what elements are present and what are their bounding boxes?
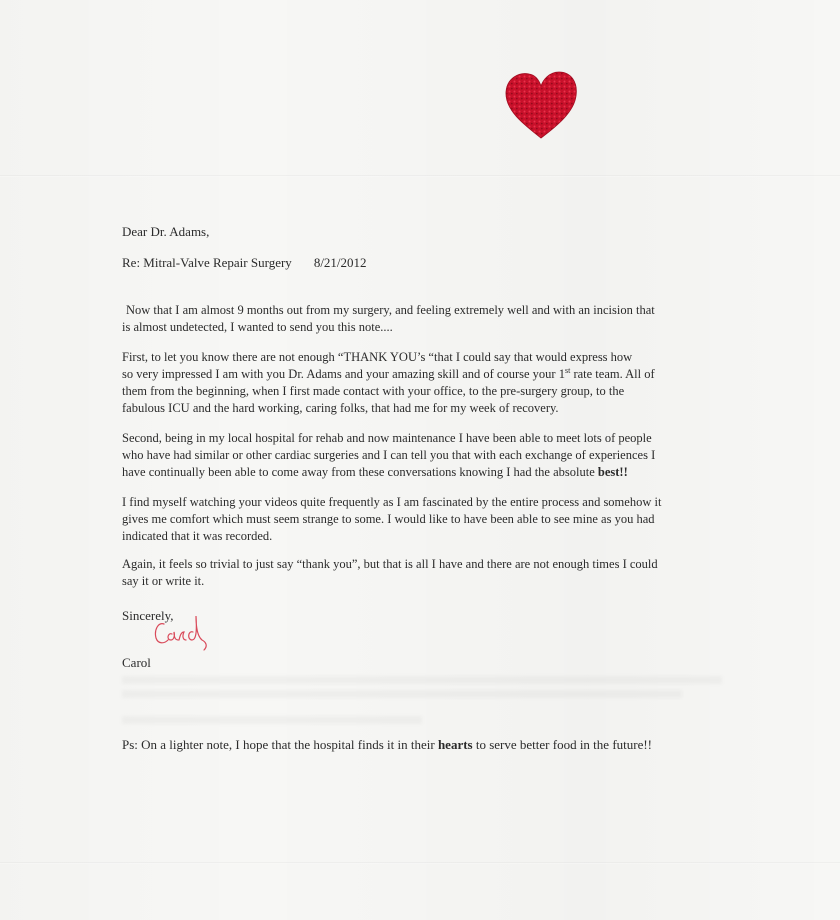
paragraph-line: say it or write it. [122,574,205,588]
letter-subject [122,254,367,271]
bleed-through-text [122,690,682,698]
paragraph-line: Second, being in my local hospital for rehab and now maintenance I have been able to meet lots of people [122,431,652,445]
paragraph-line: I find myself watching your videos quite frequently as I am fascinated by the entire process and somehow it [122,495,662,509]
paragraph-rehab [122,430,732,481]
bleed-through-text [122,676,722,684]
subject-text: Re: Mitral-Valve Repair Surgery [122,255,292,270]
paragraph-thank-you [122,349,732,417]
paragraph-line [122,366,732,383]
paragraph-line: Now that I am almost 9 months out from my surgery, and feeling extremely well and with an incision that [126,303,655,317]
paragraph-line: Again, it feels so trivial to just say “thank you”, but that is all I have and there are not enough times I could [122,557,658,571]
paragraph-intro [122,302,732,336]
text-run: to serve better food in the future!! [472,737,653,752]
paragraph-line: is almost undetected, I wanted to send you this note.... [122,320,393,334]
postscript [122,736,652,753]
paragraph-videos [122,494,732,545]
paper-fold-line [0,862,840,864]
bold-text: best!! [597,465,628,479]
text-run: so very impressed I am with you Dr. Adams and your amazing skill and of course your 1 [122,367,565,381]
text-run: rate team. All of [570,367,655,381]
heart-sticker-icon [503,70,579,140]
subject-date: 8/21/2012 [313,255,367,270]
letter-greeting: Dear Dr. Adams, [122,224,210,239]
superscript-text: st [564,365,571,375]
paper-fold-line [0,175,840,177]
bold-text: hearts [437,737,473,752]
paragraph-line [122,464,732,481]
signer-name: Carol [122,655,151,670]
paragraph-line: indicated that it was recorded. [122,529,273,543]
paragraph-line: gives me comfort which must seem strange to some. I would like to have been able to see mine as you had [122,512,655,526]
paragraph-thanks-again [122,556,732,590]
paragraph-line: them from the beginning, when I first made contact with your office, to the pre-surgery group, to the [122,384,625,398]
paragraph-line: First, to let you know there are not enough “THANK YOU’s “that I could say that would express how [122,350,633,364]
text-run: Ps: On a lighter note, I hope that the hospital finds it in their [122,737,438,752]
text-run: have continually been able to come away from these conversations knowing I had the absolute [122,465,598,479]
letter-closing: Sincerely, [122,608,174,623]
paragraph-line: fabulous ICU and the hard working, caring folks, that had me for my week of recovery. [122,401,559,415]
paragraph-line: who have had similar or other cardiac surgeries and I can tell you that with each exchange of experiences I [122,448,656,462]
handwritten-signature [150,610,214,652]
bleed-through-text [122,716,422,724]
